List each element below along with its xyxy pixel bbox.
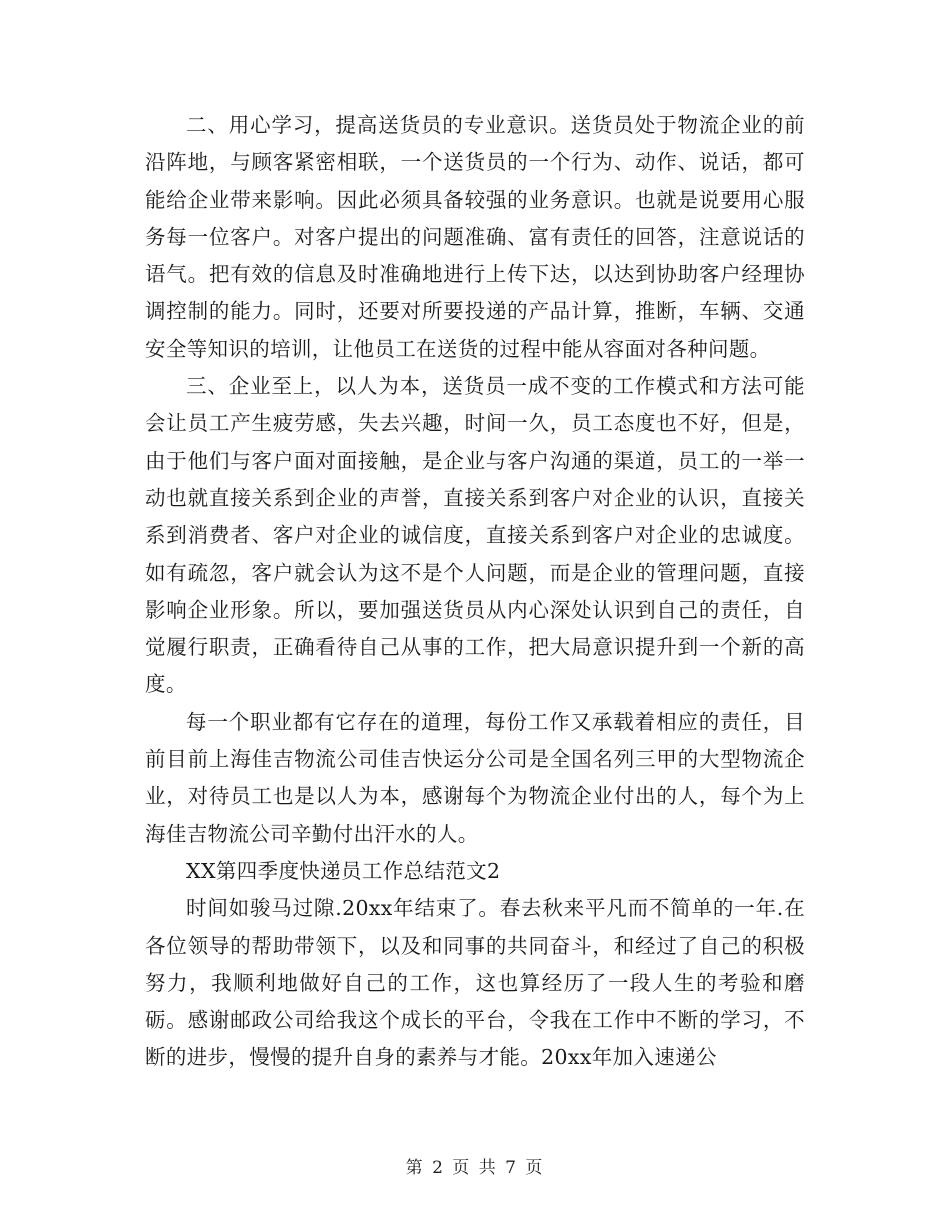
paragraph-new-section: 时间如骏马过隙.20xx年结束了。春去秋来平凡而不简单的一年.在各位领导的帮助带领下，以及和同事的共同奋斗，和经过了自己的积极努力，我顺利地做好自己的工作，这也算经历了一段人生的考验和磨砺。感谢邮政公司给我这个成长的平台，令我在工作中不断的学习，不断的进步，慢慢的提升自身的素养与才能。20xx年加入速递公 (145, 896, 805, 1070)
section-heading: XX第四季度快递员工作总结范文2 (186, 858, 501, 883)
document-body (145, 107, 805, 1077)
page-footer: 第 2 页 共 7 页 (405, 1158, 545, 1178)
paragraph-2: 二、用心学习，提高送货员的专业意识。送货员处于物流企业的前沿阵地，与顾客紧密相联，一个送货员的一个行为、动作、说话，都可能给企业带来影响。因此必须具备较强的业务意识。也就是说要用心服务每一位客户。对客户提出的问题准确、富有责任的回答，注意说话的语气。把有效的信息及时准确地进行上传下达，以达到协助客户经理协调控制的能力。同时，还要对所要投递的产品计算，推断，车辆、交通安全等知识的培训，让他员工在送货的过程中能从容面对各种问题。 (145, 113, 805, 361)
paragraph-3: 三、企业至上，以人为本，送货员一成不变的工作模式和方法可能会让员工产生疲劳感，失去兴趣，时间一久，员工态度也不好，但是，由于他们与客户面对面接触，是企业与客户沟通的渠道，员工的一举一动也就直接关系到企业的声誉，直接关系到客户对企业的认识，直接关系到消费者、客户对企业的诚信度，直接关系到客户对企业的忠诚度。如有疏忽，客户就会认为这不是个人问题，而是企业的管理问题，直接影响企业形象。所以，要加强送货员从内心深处认识到自己的责任，自觉履行职责，正确看待自己从事的工作，把大局意识提升到一个新的高度。 (145, 374, 805, 697)
paragraph-closing: 每一个职业都有它存在的道理，每份工作又承载着相应的责任，目前目前上海佳吉物流公司佳吉快运分公司是全国名列三甲的大型物流企业，对待员工也是以人为本，感谢每个为物流企业付出的人，每个为上海佳吉物流公司辛勤付出汗水的人。 (145, 709, 805, 846)
